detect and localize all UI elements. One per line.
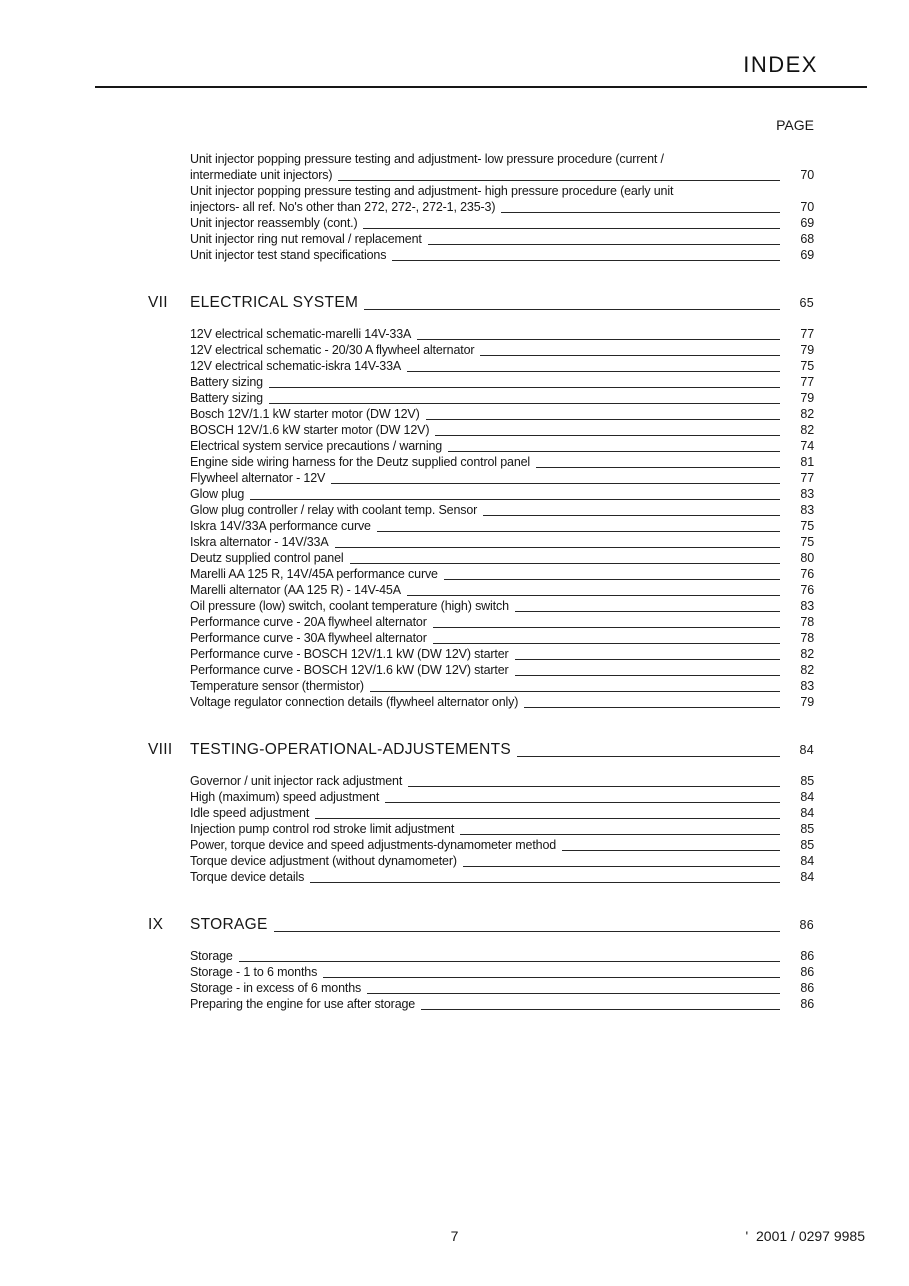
entry-page-number: 74 [800,439,814,453]
entry-page-number: 82 [800,663,814,677]
entry-title: injectors- all ref. No's other than 272, 272-, 272-1, 235-3) [190,200,496,214]
entry-text-row [190,582,814,598]
entry-page-number: 86 [800,981,814,995]
leader-line [483,502,780,516]
entry-text-row [190,502,814,518]
section-heading [148,293,814,313]
leader-line [515,662,780,676]
toc-entry [190,614,814,630]
entry-title: Voltage regulator connection details (flywheel alternator only) [190,695,519,709]
entry-text-row [190,662,814,678]
entry-text-row [190,534,814,550]
toc-entry [190,247,814,263]
section-title: TESTING-OPERATIONAL-ADJUSTEMENTS [190,741,512,758]
entry-page-number: 86 [800,965,814,979]
section-page-number: 86 [799,918,814,932]
leader-line [444,566,780,580]
entry-text-row [190,454,814,470]
entry-text-line: Unit injector popping pressure testing and adjustment- low pressure procedure (current / [190,152,664,166]
leader-line [480,342,780,356]
toc-entry [190,231,814,247]
entry-page-number: 79 [800,343,814,357]
entry-text-row [190,980,814,996]
leader-line [377,518,780,532]
leader-line [370,678,780,692]
entry-title: Performance curve - BOSCH 12V/1.1 kW (DW 12V) starter [190,647,509,661]
entry-page-number: 77 [800,375,814,389]
entry-page-number: 83 [800,679,814,693]
leader-line [350,550,780,564]
entry-text-row [190,167,814,183]
section-heading [148,915,814,935]
table-of-contents [148,151,814,1012]
entry-text-row [190,614,814,630]
leader-line [433,630,780,644]
toc-entry [190,582,814,598]
toc-entry [190,805,814,821]
toc-entry [190,454,814,470]
entry-page-number: 78 [800,615,814,629]
leader-line [426,406,780,420]
leader-line [323,964,780,978]
entry-text-row [190,837,814,853]
entry-text-row [190,199,814,215]
entry-text-row [190,342,814,358]
leader-line [363,215,780,229]
entry-title: Marelli AA 125 R, 14V/45A performance curve [190,567,438,581]
leader-line [407,358,780,372]
footer-doc-ref: ' 2001 / 0297 9985 [745,1228,865,1244]
entry-text-row [190,996,814,1012]
entry-text-row [190,694,814,710]
entry-title: Torque device details [190,870,305,884]
leader-line [408,773,780,787]
entry-text-row [190,231,814,247]
entry-page-number: 77 [800,471,814,485]
toc-entry [190,502,814,518]
entry-text-row [190,406,814,422]
entry-title: Flywheel alternator - 12V [190,471,326,485]
entry-text-row [190,678,814,694]
leader-line [392,247,780,261]
entry-title: Battery sizing [190,391,263,405]
entry-title: 12V electrical schematic - 20/30 A flywheel alternator [190,343,475,357]
entry-page-number: 84 [800,806,814,820]
entry-text-row [190,470,814,486]
entry-page-number: 85 [800,774,814,788]
entry-text-row [190,215,814,231]
entry-page-number: 86 [800,997,814,1011]
leader-line [428,231,780,245]
entry-title: 12V electrical schematic-iskra 14V-33A [190,359,402,373]
leader-line [421,996,780,1010]
entry-text-row [190,550,814,566]
leader-line [536,454,780,468]
entry-title: Governor / unit injector rack adjustment [190,774,403,788]
toc-entry [190,821,814,837]
toc-entry [190,694,814,710]
leader-line [310,869,780,883]
leader-line [417,326,780,340]
entry-title: Unit injector test stand specifications [190,248,387,262]
entry-text-row [190,773,814,789]
entry-page-number: 82 [800,647,814,661]
entry-page-number: 69 [800,216,814,230]
toc-entry [190,358,814,374]
toc-entry [190,390,814,406]
section-page-number: 84 [799,743,814,757]
entry-title: Engine side wiring harness for the Deutz supplied control panel [190,455,531,469]
section-numeral: IX [148,916,164,933]
toc-section [148,915,814,1012]
toc-entry [190,183,814,215]
toc-entry [190,422,814,438]
entry-text-row [190,853,814,869]
entry-title: Iskra 14V/33A performance curve [190,519,371,533]
entry-page-number: 79 [800,391,814,405]
entry-page-number: 78 [800,631,814,645]
entry-title: Performance curve - 30A flywheel alternator [190,631,427,645]
entry-title: Storage - in excess of 6 months [190,981,362,995]
entry-page-number: 83 [800,599,814,613]
entry-text-row [190,964,814,980]
entry-page-number: 83 [800,487,814,501]
entry-text-row [190,390,814,406]
leader-line [562,837,780,851]
toc-entry [190,486,814,502]
leader-line [338,167,780,181]
toc-entry [190,215,814,231]
toc-entry [190,678,814,694]
entry-page-number: 76 [800,583,814,597]
toc-section [190,151,814,263]
entry-page-number: 75 [800,519,814,533]
entry-title: Storage [190,949,233,963]
entry-text-line: Unit injector popping pressure testing and adjustment- high pressure procedure (early unit [190,184,674,198]
toc-entry [190,789,814,805]
toc-entry [190,438,814,454]
page-column-label: PAGE [776,117,814,133]
leader-line [331,470,780,484]
toc-entry [190,566,814,582]
toc-section [148,293,814,710]
toc-entry [190,869,814,885]
entry-text-row [190,630,814,646]
entry-page-number: 77 [800,327,814,341]
entry-text-row [190,374,814,390]
toc-entry [190,996,814,1012]
entry-title: Electrical system service precautions / warning [190,439,443,453]
section-heading [148,740,814,760]
entry-text-row [190,486,814,502]
leader-line [433,614,780,628]
toc-entry [190,853,814,869]
entry-title: Iskra alternator - 14V/33A [190,535,329,549]
entry-text-row [190,805,814,821]
entry-page-number: 84 [800,790,814,804]
toc-entry [190,662,814,678]
toc-entry [190,151,814,183]
entry-page-number: 84 [800,854,814,868]
toc-entry [190,534,814,550]
section-numeral: VIII [148,741,173,758]
leader-line [435,422,780,436]
entry-page-number: 68 [800,232,814,246]
toc-entry [190,837,814,853]
entry-title: intermediate unit injectors) [190,168,333,182]
entry-text-row [190,326,814,342]
entry-page-number: 79 [800,695,814,709]
entry-page-number: 75 [800,359,814,373]
leader-line [524,694,780,708]
toc-entry [190,948,814,964]
section-title: STORAGE [190,916,268,933]
entry-title: Idle speed adjustment [190,806,310,820]
toc-entry [190,630,814,646]
entry-title: Torque device adjustment (without dynamometer) [190,854,457,868]
leader-line [515,598,780,612]
entry-title: Glow plug controller / relay with coolant temp. Sensor [190,503,478,517]
leader-line [448,438,780,452]
leader-line [274,915,780,932]
toc-entry [190,598,814,614]
entry-title: High (maximum) speed adjustment [190,790,380,804]
leader-line [367,980,780,994]
entry-page-number: 76 [800,567,814,581]
entry-text-row [190,247,814,263]
entry-title: Marelli alternator (AA 125 R) - 14V-45A [190,583,401,597]
entry-text-row [190,948,814,964]
entry-text-row [190,598,814,614]
entry-title: Preparing the engine for use after storage [190,997,416,1011]
leader-line [364,293,780,310]
leader-line [335,534,780,548]
entry-text-row [190,869,814,885]
entry-title: Injection pump control rod stroke limit adjustment [190,822,455,836]
entry-page-number: 85 [800,838,814,852]
leader-line [239,948,780,962]
toc-entry [190,964,814,980]
entry-title: Storage - 1 to 6 months [190,965,318,979]
toc-entry [190,342,814,358]
entry-title: Performance curve - 20A flywheel alternator [190,615,427,629]
leader-line [250,486,780,500]
toc-entry [190,550,814,566]
toc-entry [190,518,814,534]
toc-entry [190,646,814,662]
entry-page-number: 85 [800,822,814,836]
toc-entry [190,406,814,422]
leader-line [463,853,780,867]
entry-title: Glow plug [190,487,245,501]
page-title: INDEX [743,52,818,77]
entry-title: Deutz supplied control panel [190,551,344,565]
leader-line [515,646,780,660]
section-page-number: 65 [799,296,814,310]
entry-title: Unit injector reassembly (cont.) [190,216,358,230]
entry-text-row [190,358,814,374]
leader-line [501,199,780,213]
entry-title: Unit injector ring nut removal / replacement [190,232,422,246]
entry-page-number: 75 [800,535,814,549]
entry-title: Battery sizing [190,375,263,389]
entry-text-row [190,789,814,805]
leader-line [407,582,780,596]
entry-title: Performance curve - BOSCH 12V/1.6 kW (DW 12V) starter [190,663,509,677]
entry-page-number: 70 [800,168,814,182]
leader-line [517,740,780,757]
footer-page-number: 7 [450,1228,459,1244]
toc-section [148,740,814,885]
header-rule [95,86,867,88]
entry-title: Oil pressure (low) switch, coolant temperature (high) switch [190,599,509,613]
entry-text-row [190,566,814,582]
leader-line [385,789,780,803]
entry-text-row [190,646,814,662]
entry-page-number: 69 [800,248,814,262]
entry-page-number: 70 [800,200,814,214]
entry-page-number: 81 [800,455,814,469]
toc-entry [190,980,814,996]
leader-line [460,821,780,835]
entry-page-number: 86 [800,949,814,963]
toc-entry [190,470,814,486]
entry-text-row [190,518,814,534]
entry-page-number: 82 [800,407,814,421]
leader-line [315,805,780,819]
entry-title: Power, torque device and speed adjustments-dynamometer method [190,838,557,852]
toc-entry [190,326,814,342]
entry-page-number: 80 [800,551,814,565]
leader-line [269,374,780,388]
entry-page-number: 84 [800,870,814,884]
entry-title: BOSCH 12V/1.6 kW starter motor (DW 12V) [190,423,430,437]
entry-text-row [190,438,814,454]
entry-page-number: 82 [800,423,814,437]
entry-title: 12V electrical schematic-marelli 14V-33A [190,327,412,341]
toc-entry [190,374,814,390]
section-title: ELECTRICAL SYSTEM [190,294,359,311]
entry-page-number: 83 [800,503,814,517]
entry-text-row [190,821,814,837]
leader-line [269,390,780,404]
entry-text-row [190,422,814,438]
section-numeral: VII [148,294,168,311]
entry-title: Temperature sensor (thermistor) [190,679,364,693]
entry-title: Bosch 12V/1.1 kW starter motor (DW 12V) [190,407,420,421]
toc-entry [190,773,814,789]
